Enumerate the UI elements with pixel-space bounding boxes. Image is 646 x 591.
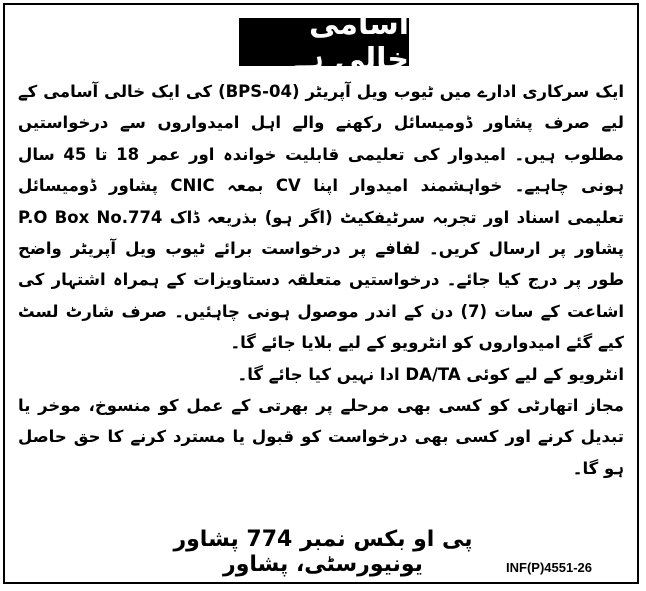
advertisement-body xyxy=(18,76,624,484)
vacancy-heading-text: اسامی خالی ہے xyxy=(288,7,409,77)
paragraph-main: ایک سرکاری ادارے میں ٹیوب ویل آپریٹر (BPS-04) کی ایک خالی آسامی کے لیے صرف پشاور ڈومیسائل رکھنے والے اہل امیدواروں سے درخواستیں مطلوب ہیں۔ امیدوار کی تعلیمی قابلیت خواندہ اور عمر 18 تا 45 سال ہونی چاہیے۔ خواہشمند امیدوار اپنا CV بمعہ CNIC پشاور ڈومیسائل تعلیمی اسناد اور تجربہ سرٹیفکیٹ (اگر ہو) بذریعہ ڈاک P.O Box No.774 پشاور پر ارسال کریں۔ لفافے پر درخواست برائے ٹیوب ویل آپریٹر واضح طور پر درج کیا جائے۔ درخواستیں متعلقہ دستاویزات کے ہمراہ اشتہار کی اشاعت کے سات (7) دن کے اندر موصول ہونی چاہئیں۔ صرف شارٹ لسٹ کیے گئے امیدواروں کو انٹرویو کے لیے بلایا جائے گا۔ xyxy=(18,82,624,353)
paragraph-da-ta: انٹرویو کے لیے کوئی DA/TA ادا نہیں کیا جائے گا۔ xyxy=(237,364,624,384)
reference-number: INF(P)4551-26 xyxy=(506,560,592,575)
footer-address xyxy=(150,527,496,577)
vacancy-heading xyxy=(239,7,409,77)
footer-address-text: پی او بکس نمبر 774 پشاور یونیورسٹی، پشاور xyxy=(173,527,473,577)
paragraph-authority: مجاز اتھارٹی کو کسی بھی مرحلے پر بھرتی کے عمل کو منسوخ، موخر یا تبدیل کرنے اور کسی بھی درخواست کو قبول یا مسترد کرنے کا حق حاصل ہو گا۔ xyxy=(18,396,624,478)
